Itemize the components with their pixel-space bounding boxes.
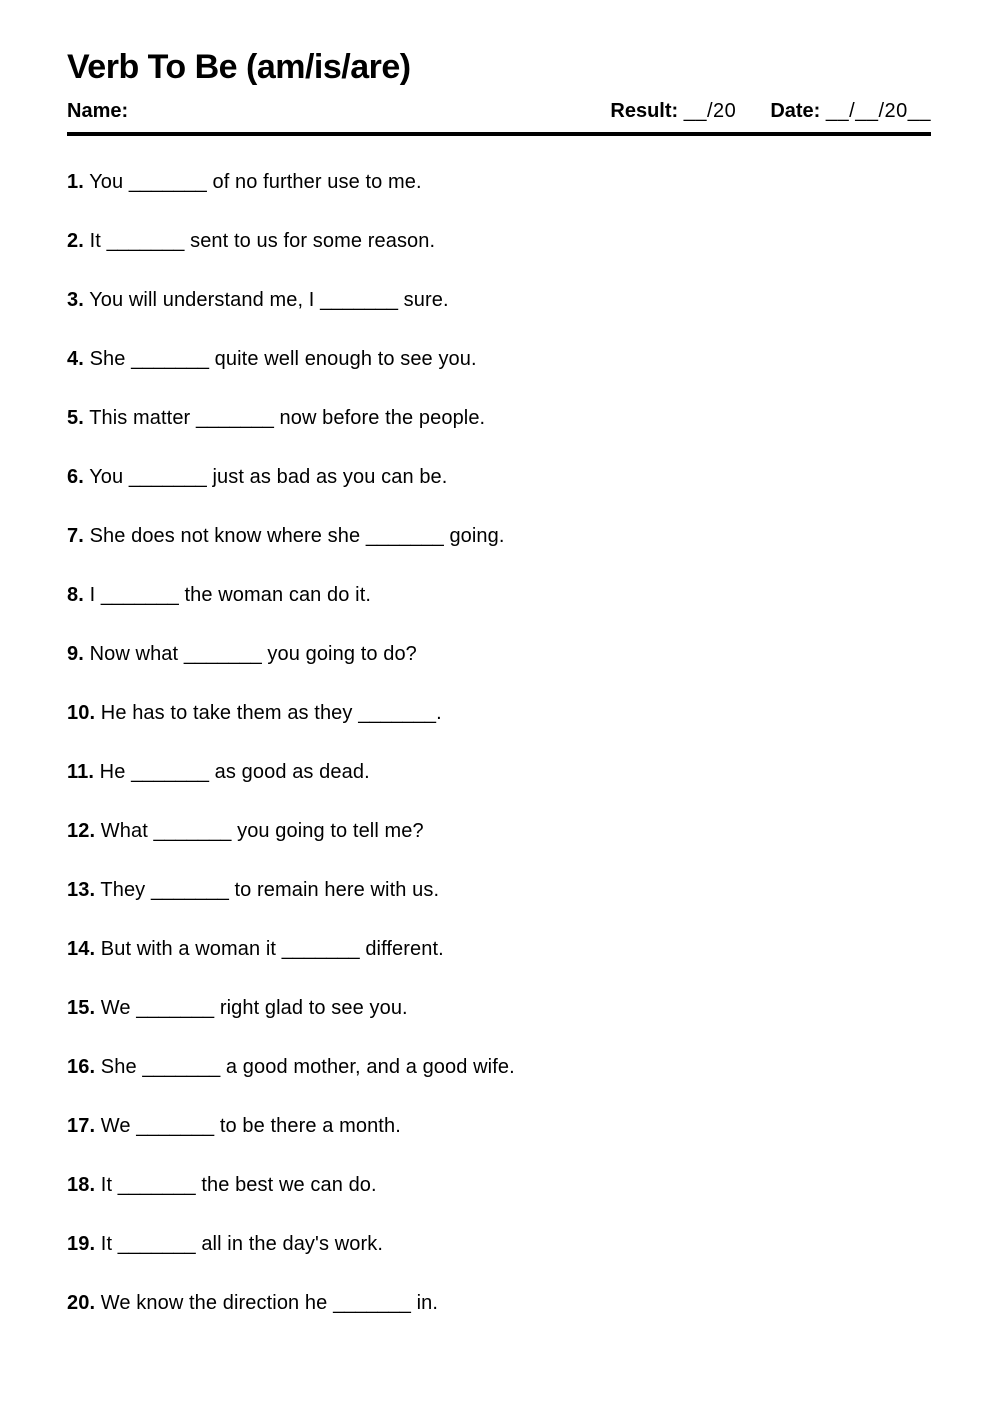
name-field xyxy=(67,99,128,123)
question-number: 3. xyxy=(67,289,84,311)
question-text-pre: She xyxy=(89,348,126,370)
question-text-pre: She xyxy=(100,1056,137,1078)
question-text-post: a good mother, and a good wife. xyxy=(225,1056,515,1078)
question-row xyxy=(67,1173,931,1198)
question-number: 8. xyxy=(67,584,84,606)
result-label: Result: xyxy=(610,100,679,122)
page-title: Verb To Be (am/is/are) xyxy=(67,48,411,86)
questions-list xyxy=(67,170,931,1316)
question-text-pre: We know the direction he xyxy=(100,1292,328,1314)
answer-blank[interactable]: _______ xyxy=(195,407,274,429)
question-text-post: all in the day's work. xyxy=(201,1233,383,1255)
question-text-post: you going to tell me? xyxy=(237,820,424,842)
question-row xyxy=(67,465,931,490)
answer-blank[interactable]: _______ xyxy=(117,1174,196,1196)
question-text-post: of no further use to me. xyxy=(212,171,422,193)
question-row xyxy=(67,642,931,667)
question-text-post: to remain here with us. xyxy=(234,879,440,901)
question-text-post: the woman can do it. xyxy=(184,584,372,606)
question-number: 15. xyxy=(67,997,96,1019)
question-number: 9. xyxy=(67,643,84,665)
result-field xyxy=(610,99,736,123)
question-text-post: right glad to see you. xyxy=(219,997,408,1019)
question-text-pre: It xyxy=(100,1233,113,1255)
question-number: 10. xyxy=(67,702,96,724)
question-text-pre: You xyxy=(89,171,124,193)
answer-blank[interactable]: _______ xyxy=(128,171,207,193)
question-number: 2. xyxy=(67,230,84,252)
question-text-post: quite well enough to see you. xyxy=(214,348,477,370)
question-number: 7. xyxy=(67,525,84,547)
question-number: 19. xyxy=(67,1233,96,1255)
question-row xyxy=(67,347,931,372)
question-number: 20. xyxy=(67,1292,96,1314)
question-row xyxy=(67,1055,931,1080)
question-text-pre: You xyxy=(89,466,124,488)
answer-blank[interactable]: _______ xyxy=(131,348,209,370)
question-row xyxy=(67,701,931,726)
question-text-pre: This matter xyxy=(89,407,191,429)
question-text-post: you going to do? xyxy=(267,643,417,665)
question-text-post: in. xyxy=(416,1292,439,1314)
question-number: 18. xyxy=(67,1174,96,1196)
question-row xyxy=(67,1291,931,1316)
question-text-post: . xyxy=(436,702,442,724)
question-number: 13. xyxy=(67,879,96,901)
question-number: 4. xyxy=(67,348,84,370)
question-text-post: sent to us for some reason. xyxy=(190,230,436,252)
question-row xyxy=(67,170,931,195)
question-text-post: going. xyxy=(449,525,505,547)
question-text-post: just as bad as you can be. xyxy=(212,466,448,488)
question-text-pre: He xyxy=(99,761,126,783)
answer-blank[interactable]: _______ xyxy=(136,997,215,1019)
answer-blank[interactable]: _______ xyxy=(106,230,185,252)
question-text-post: sure. xyxy=(403,289,449,311)
question-text-pre: I xyxy=(89,584,96,606)
question-text-pre: He has to take them as they xyxy=(100,702,353,724)
question-number: 5. xyxy=(67,407,84,429)
question-text-pre: What xyxy=(100,820,148,842)
answer-blank[interactable]: _______ xyxy=(281,938,360,960)
date-label: Date: xyxy=(770,100,821,122)
question-text-post: different. xyxy=(365,938,444,960)
name-label: Name: xyxy=(67,100,129,122)
question-row xyxy=(67,819,931,844)
answer-blank[interactable]: _______ xyxy=(136,1115,215,1137)
worksheet-header xyxy=(67,99,931,123)
question-text-post: the best we can do. xyxy=(201,1174,377,1196)
question-number: 16. xyxy=(67,1056,96,1078)
question-number: 17. xyxy=(67,1115,96,1137)
question-text-pre: They xyxy=(100,879,146,901)
answer-blank[interactable]: _______ xyxy=(358,702,437,724)
answer-blank[interactable]: _______ xyxy=(365,525,444,547)
question-text-pre: But with a woman it xyxy=(100,938,277,960)
question-row xyxy=(67,229,931,254)
question-row xyxy=(67,878,931,903)
question-text-pre: It xyxy=(100,1174,113,1196)
question-row xyxy=(67,1114,931,1139)
answer-blank[interactable]: _______ xyxy=(128,466,207,488)
question-row xyxy=(67,1232,931,1257)
question-text-pre: It xyxy=(89,230,101,252)
answer-blank[interactable]: _______ xyxy=(100,584,179,606)
question-row xyxy=(67,406,931,431)
question-row xyxy=(67,937,931,962)
question-text-pre: You will understand me, I xyxy=(89,289,315,311)
question-text-pre: Now what xyxy=(89,643,179,665)
result-value[interactable]: __/20 xyxy=(683,100,737,122)
answer-blank[interactable]: _______ xyxy=(117,1233,196,1255)
answer-blank[interactable]: _______ xyxy=(320,289,398,311)
question-text-pre: She does not know where she xyxy=(89,525,361,547)
question-number: 1. xyxy=(67,171,84,193)
question-number: 6. xyxy=(67,466,84,488)
answer-blank[interactable]: _______ xyxy=(142,1056,221,1078)
question-text-post: as good as dead. xyxy=(214,761,370,783)
date-field xyxy=(770,99,931,123)
question-number: 11. xyxy=(67,761,94,783)
answer-blank[interactable]: _______ xyxy=(153,820,232,842)
answer-blank[interactable]: _______ xyxy=(150,879,229,901)
answer-blank[interactable]: _______ xyxy=(183,643,262,665)
header-divider xyxy=(67,132,931,136)
question-text-post: to be there a month. xyxy=(219,1115,401,1137)
question-text-pre: We xyxy=(100,1115,131,1137)
question-number: 14. xyxy=(67,938,96,960)
question-number: 12. xyxy=(67,820,96,842)
date-value[interactable]: __/__/20__ xyxy=(825,100,931,122)
question-text-pre: We xyxy=(100,997,131,1019)
question-row xyxy=(67,583,931,608)
question-row xyxy=(67,288,931,313)
header-right-group xyxy=(610,99,931,123)
question-row xyxy=(67,996,931,1021)
answer-blank[interactable]: _______ xyxy=(333,1292,411,1314)
answer-blank[interactable]: _______ xyxy=(131,761,209,783)
question-row xyxy=(67,760,931,785)
question-row xyxy=(67,524,931,549)
question-text-post: now before the people. xyxy=(279,407,486,429)
